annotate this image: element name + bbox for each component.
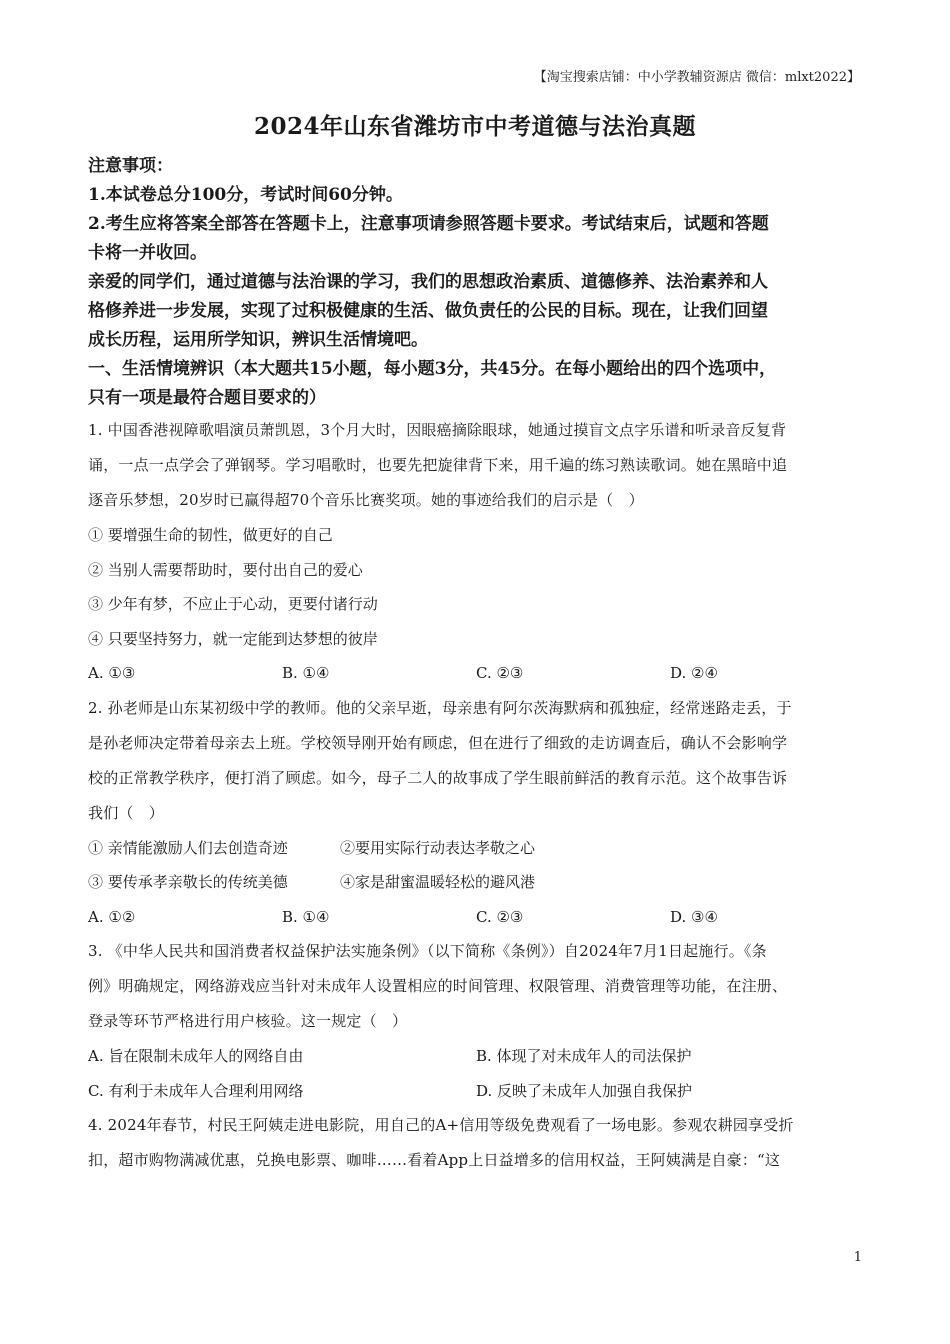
question-2-choice-d: D. ③④ — [670, 907, 718, 926]
question-1-statement-3: ③ 少年有梦，不应止于心动，更要付诸行动 — [88, 595, 378, 613]
question-3-choice-a: A. 旨在限制未成年人的网络自由 — [88, 1047, 304, 1065]
question-2-line-4: 我们（ ） — [88, 803, 165, 822]
intro-line-3: 成长历程，运用所学知识，辨识生活情境吧。 — [88, 330, 428, 350]
question-2-statements-row-1 — [88, 831, 876, 866]
question-3-choice-c: C. 有利于未成年人合理利用网络 — [88, 1081, 304, 1100]
notes-item-1: 1.本试卷总分100分，考试时间60分钟。 — [88, 185, 403, 205]
question-3-choices-row-1 — [88, 1039, 876, 1074]
intro-line-1: 亲爱的同学们，通过道德与法治课的学习，我们的思想政治素质、道德修养、法治素养和人 — [88, 272, 768, 292]
question-2-statement-4: ④家是甜蜜温暖轻松的避风港 — [340, 873, 536, 891]
question-2-statement-1: ① 亲情能激励人们去创造奇迹 — [88, 838, 288, 857]
question-2-choice-c: C. ②③ — [476, 907, 524, 926]
question-2-statements-row-2 — [88, 865, 876, 900]
question-2-statement-2: ②要用实际行动表达孝敬之心 — [340, 838, 536, 857]
question-1-statement-4: ④ 只要坚持努力，就一定能到达梦想的彼岸 — [88, 629, 378, 648]
question-3-choice-b: B. 体现了对未成年人的司法保护 — [476, 1047, 692, 1065]
notes-item-2-line-1: 2.考生应将答案全部答在答题卡上，注意事项请参照答题卡要求。考试结束后，试题和答题 — [88, 214, 769, 234]
question-3-line-2: 例》明确规定，网络游戏应当针对未成年人设置相应的时间管理、权限管理、消费管理等功能，在注册、 — [88, 977, 788, 995]
question-2 — [88, 691, 876, 935]
question-3 — [88, 934, 876, 1108]
question-4-line-1: 4. 2024年春节，村民王阿姨走进电影院，用自己的A+信用等级免费观看了一场电影。参观农耕园享受折 — [88, 1116, 794, 1134]
question-2-choice-b: B. ①④ — [282, 907, 330, 926]
question-2-line-3: 校的正常教学秩序，便打消了顾虑。如今，母子二人的故事成了学生眼前鲜活的教育示范。这个故事告诉 — [88, 768, 788, 787]
question-1-choice-c: C. ②③ — [476, 664, 524, 682]
intro-line-2: 格修养进一步发展，实现了过积极健康的生活、做负责任的公民的目标。现在，让我们回望 — [88, 301, 768, 321]
question-2-choices — [88, 900, 876, 935]
question-3-line-1: 3. 《中华人民共和国消费者权益保护法实施条例》（以下简称《条例》）自2024年7月1日起施行。《条 — [88, 942, 767, 960]
question-1-statement-1: ① 要增强生命的韧性，做更好的自己 — [88, 526, 333, 544]
question-1-line-1: 1. 中国香港视障歌唱演员萧凯恩，3个月大时，因眼癌摘除眼球，她通过摸盲文点字乐谱和听录音反复背 — [88, 421, 787, 439]
question-1-statement-2: ② 当别人需要帮助时，要付出自己的爱心 — [88, 560, 363, 579]
notes-item-2-line-2: 卡将一并收回。 — [88, 243, 207, 263]
page-title: 2024年山东省潍坊市中考道德与法治真题 — [253, 113, 696, 140]
question-1-choice-a: A. ①③ — [88, 664, 136, 682]
question-2-choice-a: A. ①② — [88, 907, 136, 926]
document-content — [88, 152, 876, 1178]
question-4-line-2: 扣，超市购物满减优惠，兑换电影票、咖啡……看着App上日益增多的信用权益，王阿姨满是自豪：“这 — [88, 1151, 781, 1169]
question-3-choice-d: D. 反映了未成年人加强自我保护 — [476, 1081, 693, 1100]
notes-heading: 注意事项： — [88, 156, 173, 176]
section-1-heading-line-1: 一、生活情境辨识（本大题共15小题，每小题3分，共45分。在每小题给出的四个选项中， — [88, 359, 777, 379]
question-4 — [88, 1108, 876, 1178]
question-3-choices-row-2 — [88, 1074, 876, 1109]
page-number: 1 — [853, 1250, 862, 1265]
question-2-statement-3: ③ 要传承孝亲敬长的传统美德 — [88, 873, 288, 891]
section-1-heading-line-2: 只有一项是最符合题目要求的） — [88, 388, 326, 408]
question-3-line-3: 登录等环节严格进行用户核验。这一规定（ ） — [88, 1012, 408, 1030]
question-1-line-3: 逐音乐梦想，20岁时已赢得超70个音乐比赛奖项。她的事迹给我们的启示是（ ） — [88, 491, 644, 509]
question-1-choice-d: D. ②④ — [670, 664, 718, 682]
question-1-choices — [88, 656, 876, 691]
question-1-line-2: 诵，一点一点学会了弹钢琴。学习唱歌时，也要先把旋律背下来，用千遍的练习熟读歌词。她在黑暗中追 — [88, 456, 788, 474]
question-1-choice-b: B. ①④ — [282, 664, 330, 682]
question-2-line-2: 是孙老师决定带着母亲去上班。学校领导刚开始有顾虑，但在进行了细致的走访调查后，确认不会影响学 — [88, 733, 788, 752]
header-note: 【淘宝搜索店铺：中小学教辅资源店 微信：mlxt2022】 — [533, 70, 860, 85]
question-2-line-1: 2. 孙老师是山东某初级中学的教师。他的父亲早逝，母亲患有阿尔茨海默病和孤独症，经常迷路走丢，于 — [88, 698, 792, 717]
question-1 — [88, 413, 876, 691]
